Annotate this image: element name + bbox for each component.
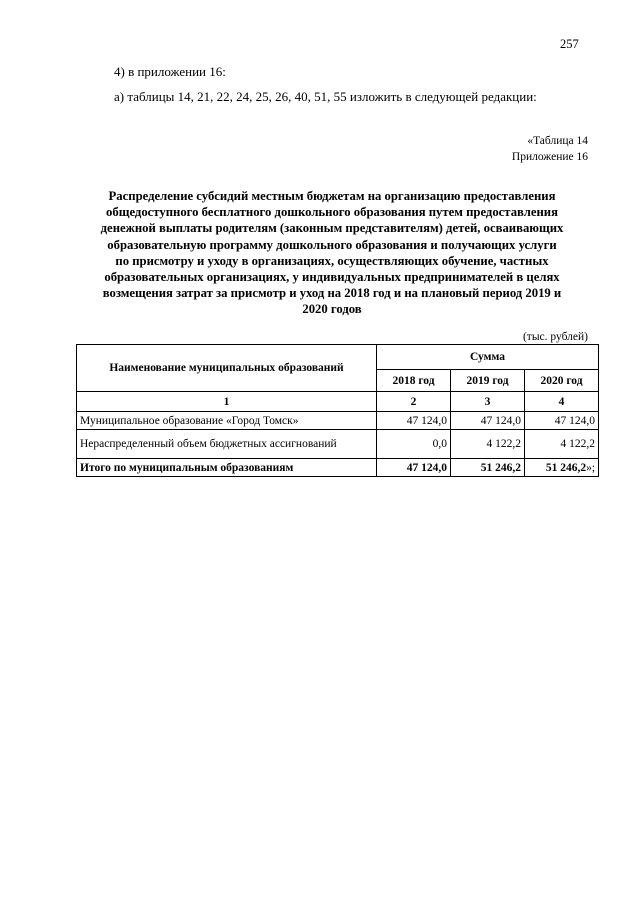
row-value: 47 124,0 xyxy=(377,412,451,430)
title-line: Распределение субсидий местным бюджетам на организацию предоставления xyxy=(108,189,556,203)
units-label: (тыс. рублей) xyxy=(522,331,588,343)
title-line: возмещения затрат за присмотр и уход на 2018 год и на плановый период 2019 и xyxy=(102,286,562,301)
row-value: 47 124,0 xyxy=(525,412,599,430)
closing-quote: »; xyxy=(586,461,596,474)
page-number: 257 xyxy=(560,37,579,51)
header-year-2020: 2020 год xyxy=(525,370,599,392)
row-value: 47 124,0 xyxy=(451,412,525,430)
intro-item-a: а) таблицы 14, 21, 22, 24, 25, 26, 40, 51, 55 изложить в следующей редакции: xyxy=(114,89,537,104)
table-reference: «Таблица 14 xyxy=(527,135,588,147)
title-line: общедоступного бесплатного дошкольного образования путем предоставления xyxy=(106,205,558,220)
header-year-2018: 2018 год xyxy=(377,370,451,392)
appendix-reference: Приложение 16 xyxy=(511,151,588,163)
column-number: 4 xyxy=(525,392,599,412)
column-numbers-row xyxy=(77,392,599,412)
row-name: Нераспределенный объем бюджетных ассигнований xyxy=(77,430,377,459)
total-value: 51 246,2 xyxy=(545,461,587,474)
total-value: 51 246,2 xyxy=(451,459,525,477)
header-sum: Сумма xyxy=(377,345,599,370)
total-value-last xyxy=(525,459,599,477)
title-line: по присмотру и уходу в организациях, осуществляющих обучение, частных xyxy=(115,253,549,268)
table-row xyxy=(77,430,599,459)
row-name: Муниципальное образование «Город Томск» xyxy=(77,412,377,430)
row-value: 4 122,2 xyxy=(525,430,599,459)
header-year-2019: 2019 год xyxy=(451,370,525,392)
subsidy-table xyxy=(76,344,599,477)
row-value: 4 122,2 xyxy=(451,430,525,459)
total-value: 47 124,0 xyxy=(377,459,451,477)
title-line: образовательных организациях, у индивидуальных предпринимателей в целях xyxy=(104,270,560,285)
title-line: образовательную программу дошкольного образования и получающих услуги xyxy=(107,237,557,252)
total-name: Итого по муниципальным образованиям xyxy=(77,459,377,477)
title-line: 2020 годов xyxy=(302,302,362,317)
intro-item-4: 4) в приложении 16: xyxy=(114,64,226,79)
total-row xyxy=(77,459,599,477)
header-municipality: Наименование муниципальных образований xyxy=(77,345,377,392)
column-number: 3 xyxy=(451,392,525,412)
title-line: денежной выплаты родителям (законным представителям) детей, осваивающих xyxy=(100,221,564,236)
table-header-row xyxy=(77,345,599,370)
column-number: 2 xyxy=(377,392,451,412)
table-title xyxy=(72,188,592,318)
row-value: 0,0 xyxy=(377,430,451,459)
table-row xyxy=(77,412,599,430)
column-number: 1 xyxy=(77,392,377,412)
